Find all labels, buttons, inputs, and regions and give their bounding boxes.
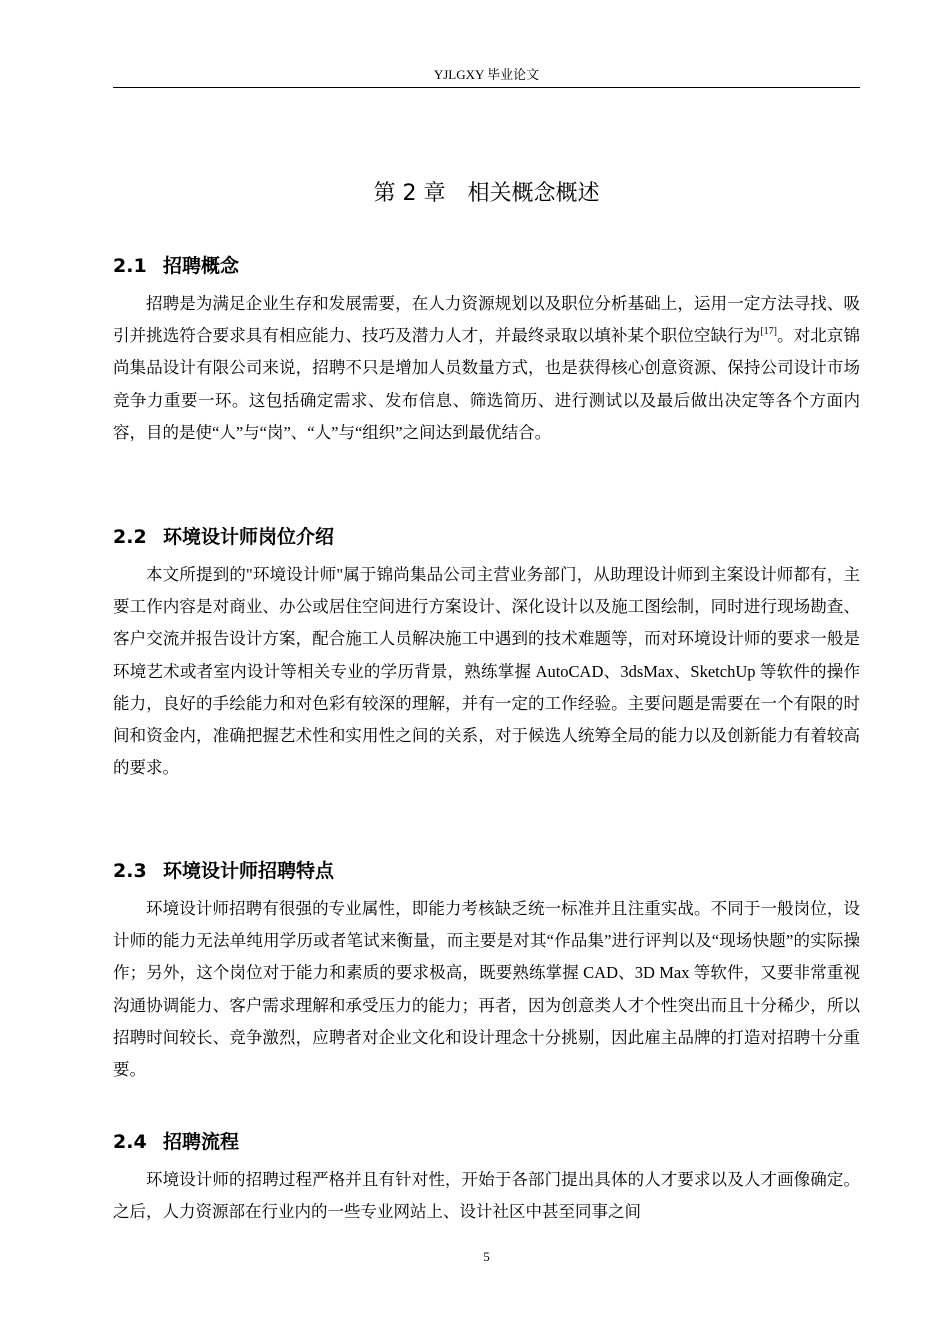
section-title: 环境设计师招聘特点 [163,860,335,882]
body-paragraph [113,288,860,449]
body-paragraph: 环境设计师招聘有很强的专业属性，即能力考核缺乏统一标准并且注重实战。不同于一般岗位，设计师的能力无法单纯用学历或者笔试来衡量，而主要是对其“作品集”进行评判以及“现场快题”的实际操作；另外，这个岗位对于能力和素质的要求极高，既要熟练掌握 CAD、3D Max 等软件，又要非常重视沟通协调能力、客户需求理解和承受压力的能力；再者，因为创意类人才个性突出而且十分稀少，所以招聘时间较长、竞争激烈，应聘者对企业文化和设计理念十分挑剔，因此雇主品牌的打造对招聘十分重要。 [113,899,860,1080]
section-heading [113,252,860,280]
chapter-title: 第 2 章 相关概念概述 [373,181,600,206]
section-number: 2.2 [113,526,147,548]
section-number: 2.1 [113,255,147,277]
section-2-1 [113,252,860,449]
paragraph-text: 招聘是为满足企业生存和发展需要，在人力资源规划以及职位分析基础上，运用一定方法寻找、吸引并挑选符合要求具有相应能力、技巧及潜力人才，并最终录取以填补某个职位空缺行为 [113,294,860,346]
section-2-2 [113,523,860,784]
section-heading [113,523,860,551]
citation-ref: [17] [760,326,778,338]
paragraph-text: 。对北京锦尚集品设计有限公司来说，招聘不只是增加人员数量方式，也是获得核心创意资源、保持公司设计市场竞争力重要一环。这包括确定需求、发布信息、筛选简历、进行测试以及最后做出决定等各个方面内容，目的是使“人”与“岗”、“人”与“组织”之间达到最优结合。 [113,326,861,442]
section-title: 环境设计师岗位介绍 [163,526,335,548]
page-number: 5 [483,1249,490,1264]
section-2-3 [113,857,860,1086]
section-heading [113,1128,860,1156]
section-2-4 [113,1128,860,1228]
body-paragraph: 环境设计师的招聘过程严格并且有针对性，开始于各部门提出具体的人才要求以及人才画像确定。之后，人力资源部在行业内的一些专业网站上、设计社区中甚至同事之间 [113,1170,860,1222]
section-title: 招聘流程 [163,1131,240,1153]
section-number: 2.4 [113,1131,147,1153]
header-rule [113,87,860,88]
section-number: 2.3 [113,860,147,882]
section-title: 招聘概念 [163,255,240,277]
body-paragraph: 本文所提到的"环境设计师"属于锦尚集品公司主营业务部门，从助理设计师到主案设计师都有，主要工作内容是对商业、办公或居住空间进行方案设计、深化设计以及施工图绘制，同时进行现场勘查、客户交流并报告设计方案，配合施工人员解决施工中遇到的技术难题等，而对环境设计师的要求一般是环境艺术或者室内设计等相关专业的学历背景，熟练掌握 AutoCAD、3dsMax、SketchUp 等软件的操作能力，良好的手绘能力和对色彩有较深的理解，并有一定的工作经验。主要问题是需要在一个有限的时间和资金内，准确把握艺术性和实用性之间的关系，对于候选人统筹全局的能力以及创新能力有着较高的要求。 [113,565,860,778]
running-header: YJLGXY 毕业论文 [433,67,540,82]
section-heading [113,857,860,885]
